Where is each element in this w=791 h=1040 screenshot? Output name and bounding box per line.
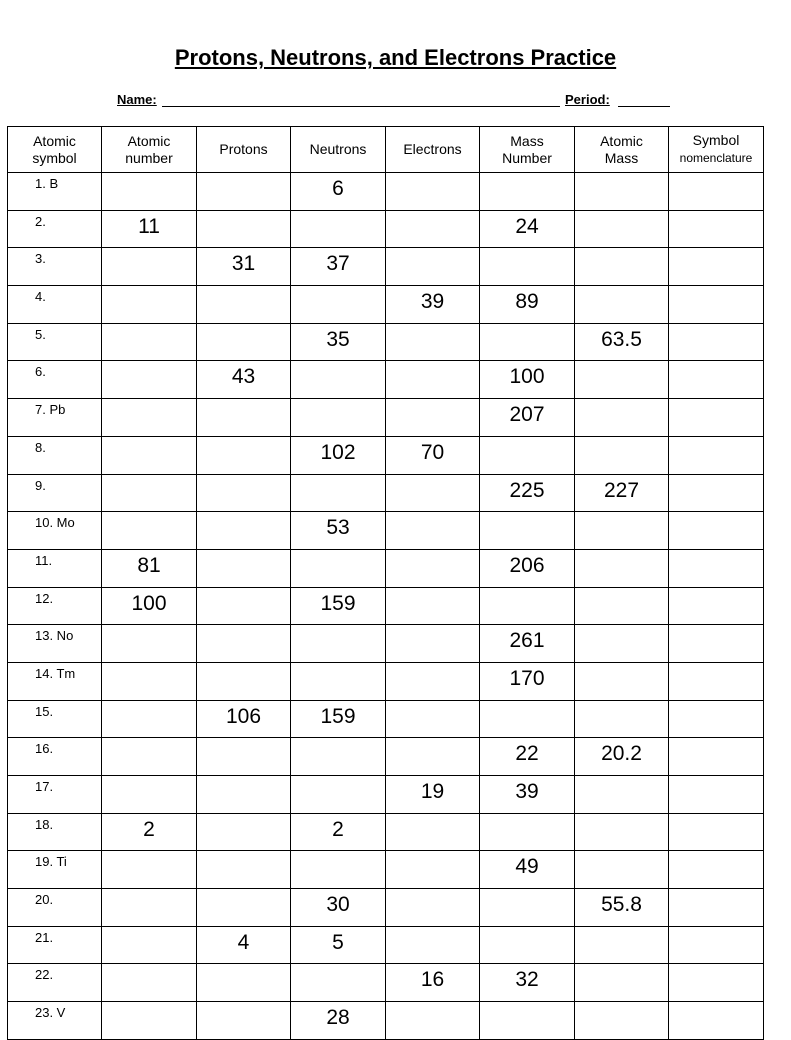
header-line: Atomic <box>600 132 643 149</box>
cell-symbol-nomenclature[interactable] <box>669 512 764 550</box>
cell-neutrons: 28 <box>291 1002 386 1040</box>
cell-electrons[interactable] <box>386 813 480 851</box>
header-mass-number <box>480 127 575 173</box>
header-line: Number <box>502 149 552 166</box>
cell-protons[interactable] <box>197 173 291 211</box>
cell-protons[interactable] <box>197 776 291 814</box>
row-label: 23. V <box>8 1002 102 1040</box>
header-line: number <box>125 149 173 166</box>
header-line: Mass <box>604 149 639 166</box>
cell-atomic-number[interactable] <box>102 323 197 361</box>
cell-electrons[interactable] <box>386 889 480 927</box>
cell-atomic-mass[interactable] <box>575 1002 669 1040</box>
cell-neutrons[interactable] <box>291 964 386 1002</box>
cell-mass-number[interactable] <box>480 512 575 550</box>
cell-protons[interactable] <box>197 286 291 324</box>
cell-symbol-nomenclature[interactable] <box>669 549 764 587</box>
cell-symbol-nomenclature[interactable] <box>669 286 764 324</box>
cell-electrons[interactable] <box>386 248 480 286</box>
table-row <box>8 776 764 814</box>
cell-electrons[interactable] <box>386 361 480 399</box>
cell-electrons[interactable] <box>386 851 480 889</box>
name-label: Name: <box>117 92 157 107</box>
cell-atomic-mass[interactable] <box>575 210 669 248</box>
cell-atomic-number[interactable] <box>102 738 197 776</box>
cell-neutrons[interactable] <box>291 210 386 248</box>
cell-atomic-number[interactable] <box>102 474 197 512</box>
cell-atomic-number[interactable] <box>102 399 197 437</box>
cell-electrons[interactable] <box>386 210 480 248</box>
cell-symbol-nomenclature[interactable] <box>669 738 764 776</box>
cell-neutrons: 37 <box>291 248 386 286</box>
cell-electrons[interactable] <box>386 625 480 663</box>
cell-protons[interactable] <box>197 889 291 927</box>
table-row <box>8 512 764 550</box>
cell-neutrons[interactable] <box>291 625 386 663</box>
table-row <box>8 549 764 587</box>
cell-neutrons: 5 <box>291 926 386 964</box>
cell-mass-number[interactable] <box>480 173 575 211</box>
header-line: Mass <box>510 132 544 149</box>
cell-atomic-number[interactable] <box>102 248 197 286</box>
cell-mass-number: 22 <box>480 738 575 776</box>
cell-protons[interactable] <box>197 662 291 700</box>
cell-protons[interactable] <box>197 549 291 587</box>
table-row <box>8 436 764 474</box>
table-row <box>8 625 764 663</box>
cell-neutrons: 30 <box>291 889 386 927</box>
cell-protons[interactable] <box>197 399 291 437</box>
cell-neutrons: 35 <box>291 323 386 361</box>
cell-protons[interactable] <box>197 323 291 361</box>
cell-atomic-number[interactable] <box>102 361 197 399</box>
cell-protons[interactable] <box>197 964 291 1002</box>
cell-atomic-mass[interactable] <box>575 399 669 437</box>
cell-protons[interactable] <box>197 1002 291 1040</box>
row-label: 11. <box>8 549 102 587</box>
cell-symbol-nomenclature[interactable] <box>669 662 764 700</box>
cell-neutrons[interactable] <box>291 399 386 437</box>
row-label: 15. <box>8 700 102 738</box>
cell-neutrons[interactable] <box>291 474 386 512</box>
cell-mass-number: 24 <box>480 210 575 248</box>
cell-mass-number[interactable] <box>480 1002 575 1040</box>
table-row <box>8 926 764 964</box>
row-label: 20. <box>8 889 102 927</box>
cell-symbol-nomenclature[interactable] <box>669 361 764 399</box>
cell-symbol-nomenclature[interactable] <box>669 776 764 814</box>
cell-symbol-nomenclature[interactable] <box>669 964 764 1002</box>
cell-atomic-mass[interactable] <box>575 286 669 324</box>
cell-electrons[interactable] <box>386 549 480 587</box>
cell-mass-number[interactable] <box>480 889 575 927</box>
table-row <box>8 662 764 700</box>
cell-symbol-nomenclature[interactable] <box>669 851 764 889</box>
header-line: Atomic <box>33 132 76 149</box>
table-row <box>8 700 764 738</box>
cell-protons[interactable] <box>197 587 291 625</box>
row-label: 14. Tm <box>8 662 102 700</box>
cell-electrons[interactable] <box>386 512 480 550</box>
cell-neutrons: 2 <box>291 813 386 851</box>
cell-electrons[interactable] <box>386 662 480 700</box>
practice-table <box>7 126 764 1040</box>
period-label: Period: <box>565 92 610 107</box>
cell-protons[interactable] <box>197 851 291 889</box>
cell-mass-number[interactable] <box>480 926 575 964</box>
cell-mass-number: 261 <box>480 625 575 663</box>
row-label: 5. <box>8 323 102 361</box>
table-row <box>8 587 764 625</box>
row-label: 17. <box>8 776 102 814</box>
table-row <box>8 248 764 286</box>
table-body <box>8 173 764 1040</box>
header-symbol-nomenclature <box>669 127 764 173</box>
table-row <box>8 286 764 324</box>
header-atomic-number <box>102 127 197 173</box>
cell-electrons[interactable] <box>386 700 480 738</box>
cell-atomic-mass[interactable] <box>575 512 669 550</box>
header-line: symbol <box>32 149 77 166</box>
cell-mass-number[interactable] <box>480 700 575 738</box>
table-row <box>8 323 764 361</box>
cell-electrons[interactable] <box>386 1002 480 1040</box>
header-row <box>8 127 764 173</box>
cell-protons: 4 <box>197 926 291 964</box>
cell-symbol-nomenclature[interactable] <box>669 889 764 927</box>
cell-symbol-nomenclature[interactable] <box>669 173 764 211</box>
cell-neutrons: 159 <box>291 700 386 738</box>
row-label: 10. Mo <box>8 512 102 550</box>
cell-electrons[interactable] <box>386 323 480 361</box>
cell-atomic-mass[interactable] <box>575 587 669 625</box>
cell-protons[interactable] <box>197 436 291 474</box>
header-line: Protons <box>219 141 268 157</box>
cell-atomic-number[interactable] <box>102 700 197 738</box>
row-label: 12. <box>8 587 102 625</box>
cell-symbol-nomenclature[interactable] <box>669 210 764 248</box>
header-line: Symbol <box>692 132 740 148</box>
cell-symbol-nomenclature[interactable] <box>669 700 764 738</box>
cell-mass-number: 32 <box>480 964 575 1002</box>
header-atomic-symbol <box>8 127 102 173</box>
cell-protons: 43 <box>197 361 291 399</box>
table-row <box>8 738 764 776</box>
header-line: Atomic <box>127 132 171 149</box>
row-label: 22. <box>8 964 102 1002</box>
row-label: 19. Ti <box>8 851 102 889</box>
row-label: 6. <box>8 361 102 399</box>
cell-mass-number[interactable] <box>480 248 575 286</box>
table-row <box>8 474 764 512</box>
cell-protons[interactable] <box>197 474 291 512</box>
cell-atomic-number[interactable] <box>102 926 197 964</box>
header-atomic-mass <box>575 127 669 173</box>
cell-atomic-mass[interactable] <box>575 625 669 663</box>
cell-symbol-nomenclature[interactable] <box>669 436 764 474</box>
cell-mass-number: 39 <box>480 776 575 814</box>
name-field[interactable] <box>162 106 560 107</box>
cell-atomic-number[interactable] <box>102 625 197 663</box>
cell-electrons[interactable] <box>386 738 480 776</box>
cell-neutrons[interactable] <box>291 662 386 700</box>
cell-atomic-mass: 55.8 <box>575 889 669 927</box>
cell-electrons[interactable] <box>386 587 480 625</box>
row-label: 9. <box>8 474 102 512</box>
cell-electrons[interactable] <box>386 173 480 211</box>
cell-atomic-mass: 20.2 <box>575 738 669 776</box>
cell-atomic-mass[interactable] <box>575 248 669 286</box>
cell-neutrons: 6 <box>291 173 386 211</box>
cell-mass-number: 206 <box>480 549 575 587</box>
cell-neutrons: 53 <box>291 512 386 550</box>
cell-protons[interactable] <box>197 813 291 851</box>
row-label: 13. No <box>8 625 102 663</box>
cell-atomic-mass: 63.5 <box>575 323 669 361</box>
cell-atomic-mass[interactable] <box>575 436 669 474</box>
cell-symbol-nomenclature[interactable] <box>669 1002 764 1040</box>
cell-protons: 106 <box>197 700 291 738</box>
cell-protons[interactable] <box>197 625 291 663</box>
cell-atomic-number: 11 <box>102 210 197 248</box>
cell-neutrons[interactable] <box>291 549 386 587</box>
cell-symbol-nomenclature[interactable] <box>669 926 764 964</box>
cell-atomic-number[interactable] <box>102 436 197 474</box>
cell-symbol-nomenclature[interactable] <box>669 813 764 851</box>
cell-electrons: 16 <box>386 964 480 1002</box>
cell-atomic-number[interactable] <box>102 173 197 211</box>
cell-mass-number: 207 <box>480 399 575 437</box>
cell-atomic-number[interactable] <box>102 889 197 927</box>
cell-atomic-mass[interactable] <box>575 173 669 211</box>
cell-symbol-nomenclature[interactable] <box>669 248 764 286</box>
table-row <box>8 1002 764 1040</box>
row-label: 18. <box>8 813 102 851</box>
table-row <box>8 173 764 211</box>
cell-atomic-number: 81 <box>102 549 197 587</box>
cell-mass-number[interactable] <box>480 813 575 851</box>
cell-mass-number[interactable] <box>480 323 575 361</box>
cell-atomic-number[interactable] <box>102 964 197 1002</box>
cell-atomic-number[interactable] <box>102 1002 197 1040</box>
cell-mass-number[interactable] <box>480 436 575 474</box>
row-label: 21. <box>8 926 102 964</box>
cell-symbol-nomenclature[interactable] <box>669 474 764 512</box>
cell-atomic-mass[interactable] <box>575 813 669 851</box>
row-label: 1. B <box>8 173 102 211</box>
cell-atomic-mass[interactable] <box>575 776 669 814</box>
table-row <box>8 851 764 889</box>
period-field[interactable] <box>618 106 670 107</box>
cell-electrons[interactable] <box>386 926 480 964</box>
cell-atomic-mass[interactable] <box>575 549 669 587</box>
cell-mass-number[interactable] <box>480 587 575 625</box>
cell-atomic-mass[interactable] <box>575 700 669 738</box>
row-label: 16. <box>8 738 102 776</box>
cell-atomic-number[interactable] <box>102 512 197 550</box>
cell-symbol-nomenclature[interactable] <box>669 587 764 625</box>
cell-electrons: 39 <box>386 286 480 324</box>
cell-symbol-nomenclature[interactable] <box>669 625 764 663</box>
cell-neutrons: 159 <box>291 587 386 625</box>
cell-protons[interactable] <box>197 512 291 550</box>
cell-neutrons[interactable] <box>291 851 386 889</box>
header-line: Electrons <box>403 141 462 157</box>
cell-mass-number: 49 <box>480 851 575 889</box>
cell-mass-number: 170 <box>480 662 575 700</box>
cell-electrons[interactable] <box>386 399 480 437</box>
cell-mass-number: 225 <box>480 474 575 512</box>
cell-neutrons[interactable] <box>291 776 386 814</box>
table-row <box>8 964 764 1002</box>
row-label: 8. <box>8 436 102 474</box>
row-label: 3. <box>8 248 102 286</box>
cell-atomic-number: 100 <box>102 587 197 625</box>
cell-atomic-number[interactable] <box>102 286 197 324</box>
cell-protons[interactable] <box>197 210 291 248</box>
table-row <box>8 210 764 248</box>
cell-protons: 31 <box>197 248 291 286</box>
cell-atomic-number[interactable] <box>102 662 197 700</box>
cell-neutrons[interactable] <box>291 286 386 324</box>
cell-atomic-mass[interactable] <box>575 662 669 700</box>
cell-atomic-mass[interactable] <box>575 851 669 889</box>
cell-atomic-mass: 227 <box>575 474 669 512</box>
table-row <box>8 361 764 399</box>
cell-atomic-number: 2 <box>102 813 197 851</box>
cell-atomic-mass[interactable] <box>575 926 669 964</box>
worksheet-title: Protons, Neutrons, and Electrons Practice <box>174 45 617 70</box>
cell-neutrons[interactable] <box>291 738 386 776</box>
header-line: Neutrons <box>309 141 367 157</box>
table-row <box>8 399 764 437</box>
header-line: nomenclature <box>679 151 753 165</box>
cell-neutrons[interactable] <box>291 361 386 399</box>
cell-atomic-mass[interactable] <box>575 361 669 399</box>
table-row <box>8 889 764 927</box>
cell-symbol-nomenclature[interactable] <box>669 399 764 437</box>
cell-mass-number: 89 <box>480 286 575 324</box>
cell-protons[interactable] <box>197 738 291 776</box>
cell-mass-number: 100 <box>480 361 575 399</box>
cell-atomic-number[interactable] <box>102 851 197 889</box>
cell-atomic-mass[interactable] <box>575 964 669 1002</box>
cell-electrons: 19 <box>386 776 480 814</box>
cell-electrons: 70 <box>386 436 480 474</box>
row-label: 7. Pb <box>8 399 102 437</box>
table-row <box>8 813 764 851</box>
cell-electrons[interactable] <box>386 474 480 512</box>
cell-symbol-nomenclature[interactable] <box>669 323 764 361</box>
cell-atomic-number[interactable] <box>102 776 197 814</box>
cell-neutrons: 102 <box>291 436 386 474</box>
row-label: 4. <box>8 286 102 324</box>
header-electrons <box>386 127 480 173</box>
header-protons <box>197 127 291 173</box>
header-neutrons <box>291 127 386 173</box>
row-label: 2. <box>8 210 102 248</box>
